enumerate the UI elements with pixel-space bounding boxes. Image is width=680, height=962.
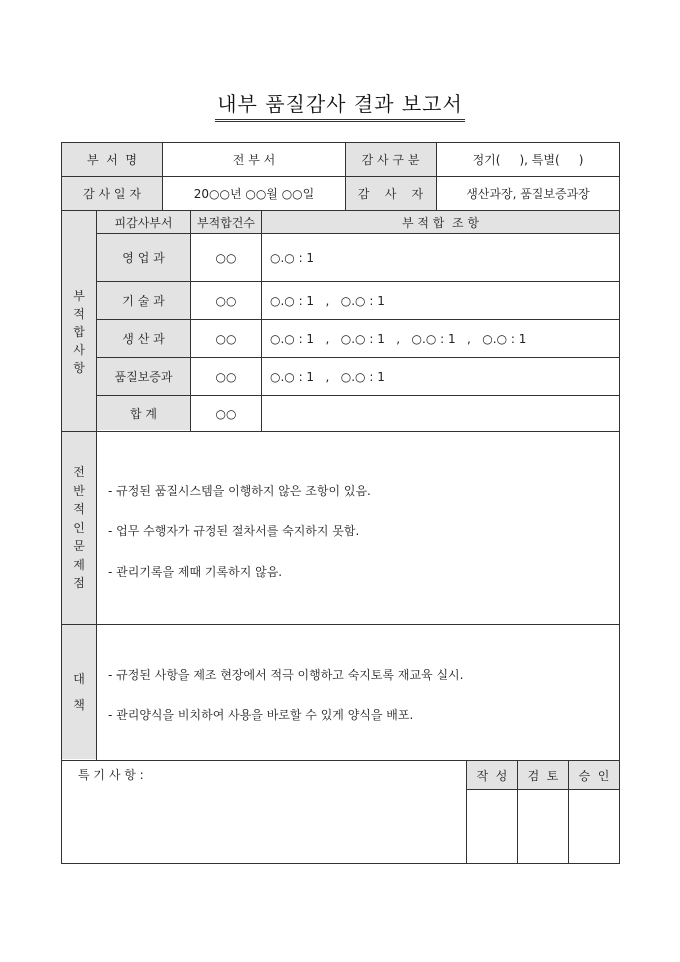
col-header-count: 부적합건수 [197,215,255,230]
audit-date-value: 20○○년 ○○월 ○○일 [193,187,315,201]
row-dept: 영 업 과 [122,251,165,265]
row-count: ○○ [215,331,237,346]
dept-label: 부 서 명 [86,153,138,167]
row-items: ○.○ : 1 [270,250,315,265]
row-count: ○○ [215,369,237,384]
remarks-label: 특 기 사 항 : [78,768,144,782]
countermeasures-section-label: 대 책 [73,672,85,712]
nonconformity-section-label: 부 적 합 사 항 [73,289,85,375]
page-title: 내부 품질감사 결과 보고서 [0,88,680,122]
row-dept: 기 술 과 [122,294,165,308]
list-item: - 규정된 품질시스템을 이행하지 않은 조항이 있음. [108,484,371,498]
general-issues-section-label: 전 반 적 인 문 제 점 [73,465,85,591]
col-header-items: 부 적 합 조 항 [401,215,480,230]
sign-written-box[interactable] [467,790,517,863]
total-count: ○○ [215,406,237,421]
auditor-value: 생산과장, 품질보증과장 [466,187,590,201]
list-item: - 업무 수행자가 규정된 절차서를 숙지하지 못함. [108,524,360,538]
col-header-dept: 피감사부서 [114,215,173,230]
audit-date-label: 감 사 일 자 [83,187,141,201]
list-item: - 관리양식을 비치하여 사용을 바로할 수 있게 양식을 배포. [108,708,414,722]
sign-approve-box[interactable] [569,790,619,863]
row-items: ○.○ : 1 , ○.○ : 1 [270,293,385,308]
sign-written-label: 작 성 [476,768,508,783]
sign-review-label: 검 토 [527,768,559,783]
dept-value: 전 부 서 [232,153,276,167]
list-item: - 관리기록을 제때 기록하지 않음. [108,565,283,579]
sign-review-box[interactable] [518,790,568,863]
row-items: ○.○ : 1 , ○.○ : 1 , ○.○ : 1 , ○.○ : 1 [270,331,527,346]
row-dept: 생 산 과 [122,332,165,346]
row-count: ○○ [215,250,237,265]
total-items [262,396,627,431]
audit-type-label: 감 사 구 분 [361,153,420,167]
row-dept: 품질보증과 [114,370,173,384]
row-items: ○.○ : 1 , ○.○ : 1 [270,369,385,384]
sign-approve-label: 승 인 [578,768,610,783]
auditor-label: 감 사 자 [357,187,424,201]
total-label: 합 계 [130,407,157,421]
list-item: - 규정된 사항을 제조 현장에서 적극 이행하고 숙지토록 재교육 실시. [108,668,464,682]
row-count: ○○ [215,293,237,308]
audit-type-value: 정기( ), 특별( ) [472,153,584,167]
